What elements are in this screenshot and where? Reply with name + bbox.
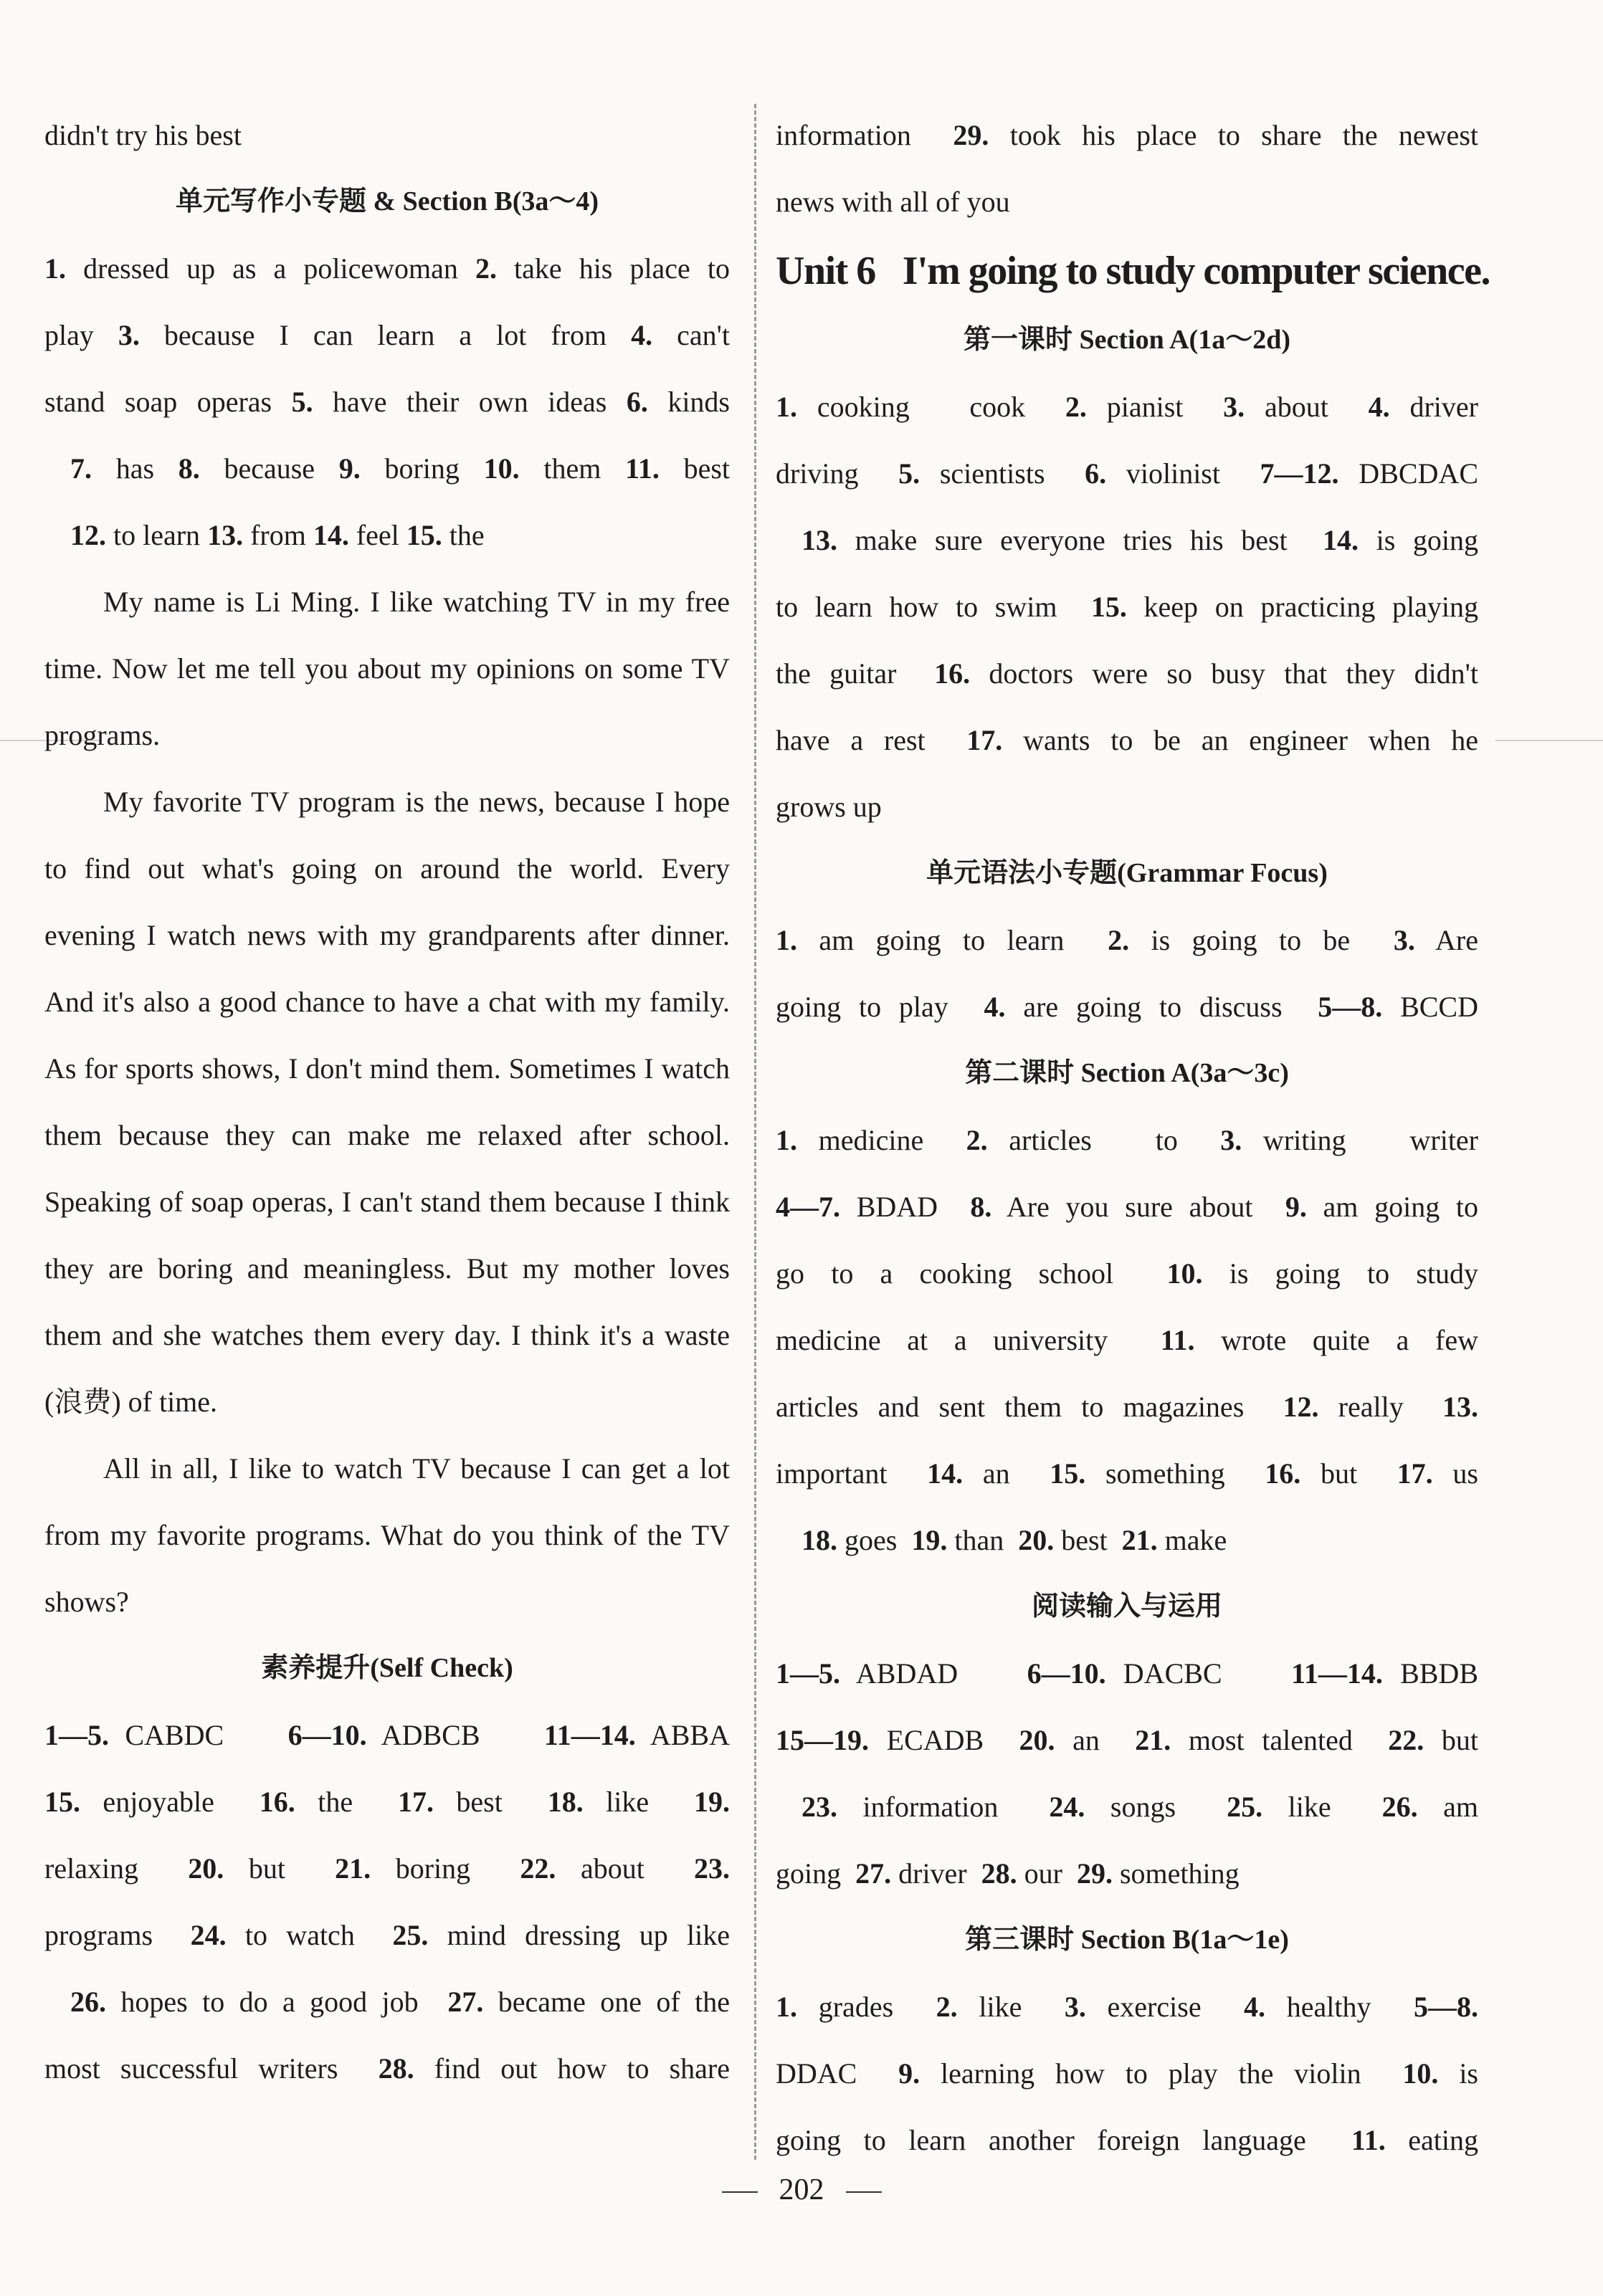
answer-number: 5.	[898, 457, 921, 490]
answer-text: dressed up as a policewoman	[66, 252, 475, 285]
answer-text: best	[1054, 1524, 1122, 1556]
answer-text: took his place to share the newest	[989, 119, 1478, 151]
answer-line	[44, 502, 730, 568]
answer-line	[776, 1707, 1478, 1773]
answer-text: have a rest	[776, 724, 967, 756]
unit-title-text: I'm going to study computer science.	[902, 249, 1490, 293]
answer-number: 15.	[1050, 1457, 1086, 1490]
answer-number: 12.	[1283, 1391, 1319, 1423]
answer-text: am	[1417, 1791, 1478, 1823]
answer-text: to learn how to swim	[776, 591, 1091, 623]
answer-text: like	[583, 1786, 694, 1818]
answer-number: 11.	[1351, 2124, 1386, 2156]
answer-text: boring	[371, 1852, 520, 1885]
answer-line	[776, 773, 1478, 840]
answer-number: 6.	[626, 386, 648, 418]
answer-text: wants to be an engineer when he	[1002, 724, 1479, 756]
answer-text: us	[1432, 1457, 1478, 1490]
answer-number: 27.	[855, 1857, 892, 1890]
answer-number: 24.	[190, 1919, 227, 1951]
answer-text: keep on practicing playing	[1126, 591, 1478, 623]
answer-text: take his place to	[496, 252, 730, 285]
answer-text: driver	[1389, 391, 1478, 423]
answer-text: news with all of you	[776, 186, 1010, 218]
answer-text: about	[556, 1852, 694, 1885]
answer-line	[776, 1840, 1478, 1907]
answer-text: because	[199, 452, 339, 485]
answer-number: 14.	[1322, 524, 1359, 556]
answer-line	[44, 2035, 730, 2102]
answer-number: 8.	[178, 452, 200, 485]
answer-text: has	[92, 452, 179, 485]
reading-answers	[776, 1640, 1478, 1907]
answer-line	[776, 707, 1478, 773]
answer-line	[776, 1307, 1478, 1373]
answer-number: 1.	[776, 391, 797, 423]
footer-dash-right	[846, 2191, 882, 2193]
answer-text: ABBA	[635, 1719, 730, 1751]
answer-text: mind dressing up like	[428, 1919, 731, 1951]
answer-number: 2.	[936, 1991, 958, 2023]
answer-text: our	[1017, 1857, 1077, 1890]
answer-number: 20.	[1019, 1724, 1055, 1756]
answer-number: 8.	[970, 1191, 992, 1223]
answer-text: most talented	[1171, 1724, 1389, 1756]
answer-text: songs	[1085, 1791, 1227, 1823]
answer-line	[776, 102, 1478, 168]
answer-text: an	[1055, 1724, 1136, 1756]
answer-number: 3.	[1220, 1124, 1242, 1156]
answer-text: doctors were so busy that they didn't	[970, 657, 1479, 690]
answer-number: 6.	[1085, 457, 1107, 490]
answer-text: going	[776, 1857, 856, 1890]
answer-number: 19.	[911, 1524, 948, 1556]
answer-number: 29.	[1076, 1857, 1113, 1890]
answer-number: 10.	[1402, 2057, 1439, 2090]
answer-number: 16.	[259, 1786, 295, 1818]
essay-paragraph: All in all, I like to watch TV because I can get a lot from my favorite programs. What do you think of the TV shows?	[44, 1452, 730, 1618]
fold-mark-right	[1495, 740, 1603, 741]
answer-text: about	[1245, 391, 1369, 423]
answer-line	[44, 235, 730, 302]
answer-number: 15.	[406, 519, 442, 551]
answer-number: 15.	[44, 1786, 80, 1818]
answer-number: 7.	[70, 452, 92, 485]
answer-text: driver	[891, 1857, 981, 1890]
answer-text: Are	[1414, 924, 1478, 956]
answer-line	[776, 1973, 1478, 2040]
answer-number: 22.	[1388, 1724, 1424, 1756]
answer-text: BBDB	[1382, 1657, 1478, 1690]
answer-number: 9.	[1285, 1191, 1307, 1223]
lesson3-heading: 第三课时 Section B(1a～1e)	[965, 1925, 1289, 1955]
footer-dash-left	[722, 2191, 758, 2193]
answer-text: is going to study	[1202, 1257, 1478, 1290]
answer-number: 6—10.	[287, 1719, 367, 1751]
answer-text: best	[433, 1786, 548, 1818]
answer-text: programs	[44, 1919, 191, 1951]
answer-text: Are you sure about	[991, 1191, 1285, 1223]
answer-line	[44, 1902, 730, 1968]
essay-paragraph: My favorite TV program is the news, because I hope to find out what's going on around the world. Every evening I watch news with my grandparents after dinner. And it's also a good chance to have a chat with my family. As for sports shows, I don't mind them. Sometimes I watch them because they can make me relaxed after school. Speaking of soap operas, I can't stand them because I think they are boring and meaningless. But my mother loves them and she watches them every day. I think it's a waste (浪费) of time.	[44, 786, 730, 1418]
answer-number: 2.	[1065, 391, 1087, 423]
answer-number: 3.	[1064, 1991, 1086, 2023]
answer-number: 25.	[1227, 1791, 1263, 1823]
answer-line	[776, 507, 1478, 573]
answer-text: most successful writers	[44, 2052, 379, 2085]
answer-number: 13.	[207, 519, 244, 551]
answer-text: the guitar	[776, 657, 935, 690]
answer-text: information	[776, 119, 953, 151]
answer-line	[776, 373, 1478, 440]
answer-line	[776, 1773, 1478, 1840]
grammar-answers	[776, 907, 1478, 1040]
answer-number: 1.	[776, 1124, 797, 1156]
answer-number: 9.	[898, 2057, 921, 2090]
answer-text: from	[243, 519, 313, 551]
lesson1-answers	[776, 373, 1478, 840]
answer-text: eating	[1385, 2124, 1478, 2156]
answer-text: the	[442, 519, 485, 551]
answer-text: information	[837, 1791, 1050, 1823]
answer-text: scientists	[920, 457, 1085, 490]
answer-number: 3.	[1223, 391, 1245, 423]
answer-number: 26.	[1381, 1791, 1418, 1823]
answer-number: 1.	[44, 252, 66, 285]
page-footer	[0, 2168, 1603, 2211]
answer-text: wrote quite a few	[1194, 1324, 1479, 1356]
answer-text: something	[1085, 1457, 1265, 1490]
answer-text: grows up	[776, 791, 882, 823]
answer-text: make	[1157, 1524, 1227, 1556]
answer-text: became one of the	[483, 1986, 730, 2018]
answer-number: 29.	[953, 119, 989, 151]
answer-number: 10.	[1166, 1257, 1203, 1290]
answer-number: 28.	[981, 1857, 1017, 1890]
answer-number: 21.	[1135, 1724, 1171, 1756]
answer-number: 13.	[802, 524, 837, 556]
answer-line	[44, 1768, 730, 1835]
reading-heading: 阅读输入与运用	[1031, 1591, 1222, 1621]
answer-number: 17.	[1397, 1457, 1433, 1490]
answer-number: 9.	[338, 452, 361, 485]
answer-text: enjoyable	[80, 1786, 260, 1818]
selfcheck-heading: 素养提升(Self Check)	[261, 1653, 513, 1683]
answer-number: 6—10.	[1027, 1657, 1106, 1690]
answer-text: like	[957, 1991, 1065, 2023]
answer-text: relaxing	[44, 1852, 189, 1885]
writing-answers	[44, 235, 730, 568]
answer-number: 4.	[984, 991, 1006, 1023]
lesson2-heading: 第二课时 Section A(3a～3c)	[965, 1058, 1289, 1088]
answer-number: 21.	[335, 1852, 371, 1885]
answer-text: exercise	[1085, 1991, 1245, 2023]
answer-number: 14.	[313, 519, 349, 551]
answer-line	[44, 1702, 730, 1768]
answer-text: like	[1262, 1791, 1382, 1823]
answer-text: ADBCB	[366, 1719, 544, 1751]
answer-line	[776, 440, 1478, 507]
right-column	[776, 102, 1490, 2173]
answer-line	[776, 1107, 1478, 1173]
answer-line	[776, 1240, 1478, 1307]
answer-text: have their own ideas	[313, 386, 627, 418]
answer-text: medicine at a university	[776, 1324, 1161, 1356]
column-divider	[754, 104, 756, 2160]
answer-number: 15.	[1090, 591, 1127, 623]
answer-text: DDAC	[776, 2057, 899, 2090]
answer-line	[776, 973, 1478, 1040]
answer-text: BDAD	[840, 1191, 971, 1223]
carry-over-answers	[776, 102, 1478, 235]
answer-line	[776, 1640, 1478, 1707]
answer-text: DBCDAC	[1338, 457, 1479, 490]
answer-text: go to a cooking school	[776, 1257, 1167, 1290]
answer-text: violinist	[1106, 457, 1260, 490]
answer-line	[44, 1835, 730, 1902]
answer-line	[44, 1968, 730, 2035]
answer-text: best	[659, 452, 731, 485]
selfcheck-answers	[44, 1702, 730, 2102]
answer-text: CABDC	[109, 1719, 288, 1751]
unit-title	[776, 235, 1490, 307]
answer-number: 2.	[475, 252, 497, 285]
answer-text: can't	[652, 319, 730, 351]
answer-number: 7—12.	[1260, 457, 1339, 490]
answer-text: is going to be	[1129, 924, 1394, 956]
answer-text: because I can learn a lot from	[139, 319, 632, 351]
answer-text: stand soap operas	[44, 386, 292, 418]
answer-text: healthy	[1265, 1991, 1414, 2023]
answer-number: 3.	[118, 319, 140, 351]
carry-over-line: didn't try his best	[44, 119, 242, 151]
answer-text: driving	[776, 457, 899, 490]
answer-number: 10.	[483, 452, 520, 485]
answer-text: is going	[1358, 524, 1479, 556]
writing-section-heading: 单元写作小专题 & Section B(3a～4)	[175, 186, 599, 216]
answer-line	[44, 435, 730, 502]
answer-line	[776, 168, 1478, 235]
answer-text: pianist	[1086, 391, 1224, 423]
answer-line	[776, 573, 1478, 640]
grammar-heading: 单元语法小专题(Grammar Focus)	[926, 858, 1328, 888]
answer-text: going to play	[776, 991, 984, 1023]
answer-line	[44, 302, 730, 368]
left-column	[44, 102, 730, 2102]
answer-number: 1—5.	[44, 1719, 109, 1751]
answer-number: 23.	[694, 1852, 730, 1885]
answer-text: to watch	[226, 1919, 393, 1951]
answer-number: 17.	[966, 724, 1003, 756]
lesson2-answers	[776, 1107, 1478, 1573]
answer-line	[776, 907, 1478, 973]
answer-number: 11.	[1160, 1324, 1195, 1356]
answer-number: 1.	[776, 1991, 797, 2023]
answer-number: 14.	[927, 1457, 964, 1490]
answer-text: BCCD	[1382, 991, 1478, 1023]
answer-text: to learn	[106, 519, 208, 551]
answer-text: than	[947, 1524, 1019, 1556]
answer-line	[44, 368, 730, 435]
answer-text: something	[1112, 1857, 1240, 1890]
answer-number: 4—7.	[776, 1191, 840, 1223]
answer-line	[776, 1440, 1478, 1507]
lesson1-heading: 第一课时 Section A(1a～2d)	[963, 325, 1290, 355]
answer-text: am going to learn	[797, 924, 1108, 956]
answer-number: 18.	[547, 1786, 584, 1818]
essay-paragraph: My name is Li Ming. I like watching TV in my free time. Now let me tell you about my opinions on some TV programs.	[44, 586, 730, 751]
answer-text: ECADB	[869, 1724, 1019, 1756]
answer-number: 5—8.	[1414, 1991, 1478, 2023]
answer-text: medicine	[797, 1124, 966, 1156]
answer-line	[776, 640, 1478, 707]
answer-text: the	[295, 1786, 398, 1818]
answer-number: 11—14.	[543, 1719, 636, 1751]
answer-number: 2.	[966, 1124, 988, 1156]
answer-text: are going to discuss	[1005, 991, 1318, 1023]
page-number: 202	[779, 2173, 824, 2206]
answer-text: important	[776, 1457, 928, 1490]
answer-number: 4.	[1244, 1991, 1266, 2023]
answer-text: is	[1438, 2057, 1478, 2090]
answer-number: 21.	[1121, 1524, 1158, 1556]
answer-number: 23.	[802, 1791, 837, 1823]
answer-number: 16.	[934, 657, 971, 690]
lesson3-answers	[776, 1973, 1478, 2173]
answer-text: make sure everyone tries his best	[837, 524, 1323, 556]
answer-text: boring	[360, 452, 484, 485]
answer-number: 27.	[447, 1986, 484, 2018]
answer-text: articles and sent them to magazines	[776, 1391, 1283, 1423]
answer-number: 4.	[631, 319, 653, 351]
answer-number: 5.	[291, 386, 313, 418]
essay	[44, 568, 730, 1635]
answer-text: hopes to do a good job	[106, 1986, 448, 2018]
answer-line	[776, 2040, 1478, 2107]
answer-number: 20.	[188, 1852, 224, 1885]
answer-text: writing writer	[1242, 1124, 1479, 1156]
answer-line	[776, 1373, 1478, 1440]
answer-text: goes	[837, 1524, 912, 1556]
answer-number: 13.	[1442, 1391, 1478, 1423]
answer-number: 1.	[776, 924, 797, 956]
answer-text: going to learn another foreign language	[776, 2124, 1351, 2156]
answer-number: 1—5.	[776, 1657, 840, 1690]
answer-text: kinds	[647, 386, 730, 418]
answer-number: 15—19.	[776, 1724, 869, 1756]
answer-text: an	[963, 1457, 1050, 1490]
answer-text: DACBC	[1105, 1657, 1292, 1690]
answer-text: feel	[348, 519, 406, 551]
answer-text: articles to	[987, 1124, 1221, 1156]
answer-number: 24.	[1049, 1791, 1085, 1823]
answer-text: learning how to play the violin	[920, 2057, 1403, 2090]
answer-line	[776, 1507, 1478, 1573]
answer-text: play	[44, 319, 118, 351]
answer-text: them	[519, 452, 626, 485]
answer-number: 11.	[625, 452, 660, 485]
answer-number: 17.	[397, 1786, 434, 1818]
answer-number: 25.	[392, 1919, 429, 1951]
answer-text: cooking cook	[797, 391, 1065, 423]
answer-number: 26.	[70, 1986, 106, 2018]
answer-number: 28.	[378, 2052, 414, 2085]
answer-number: 16.	[1265, 1457, 1301, 1490]
answer-text: grades	[797, 1991, 936, 2023]
answer-number: 19.	[693, 1786, 730, 1818]
answer-text: find out how to share	[414, 2052, 730, 2085]
answer-number: 11—14.	[1291, 1657, 1383, 1690]
answer-number: 22.	[520, 1852, 556, 1885]
answer-number: 12.	[70, 519, 106, 551]
unit-number: Unit 6	[776, 249, 875, 293]
answer-number: 18.	[802, 1524, 837, 1556]
answer-number: 4.	[1368, 391, 1390, 423]
answer-text: but	[1424, 1724, 1478, 1756]
answer-number: 2.	[1108, 924, 1130, 956]
answer-number: 5—8.	[1318, 991, 1383, 1023]
answer-text: really	[1318, 1391, 1442, 1423]
answer-text: ABDAD	[840, 1657, 1027, 1690]
answer-number: 20.	[1018, 1524, 1055, 1556]
answer-text: am going to	[1306, 1191, 1479, 1223]
answer-line	[776, 1173, 1478, 1240]
answer-line	[776, 2107, 1478, 2173]
answer-number: 3.	[1393, 924, 1415, 956]
answer-text: but	[224, 1852, 336, 1885]
answer-text: but	[1300, 1457, 1397, 1490]
